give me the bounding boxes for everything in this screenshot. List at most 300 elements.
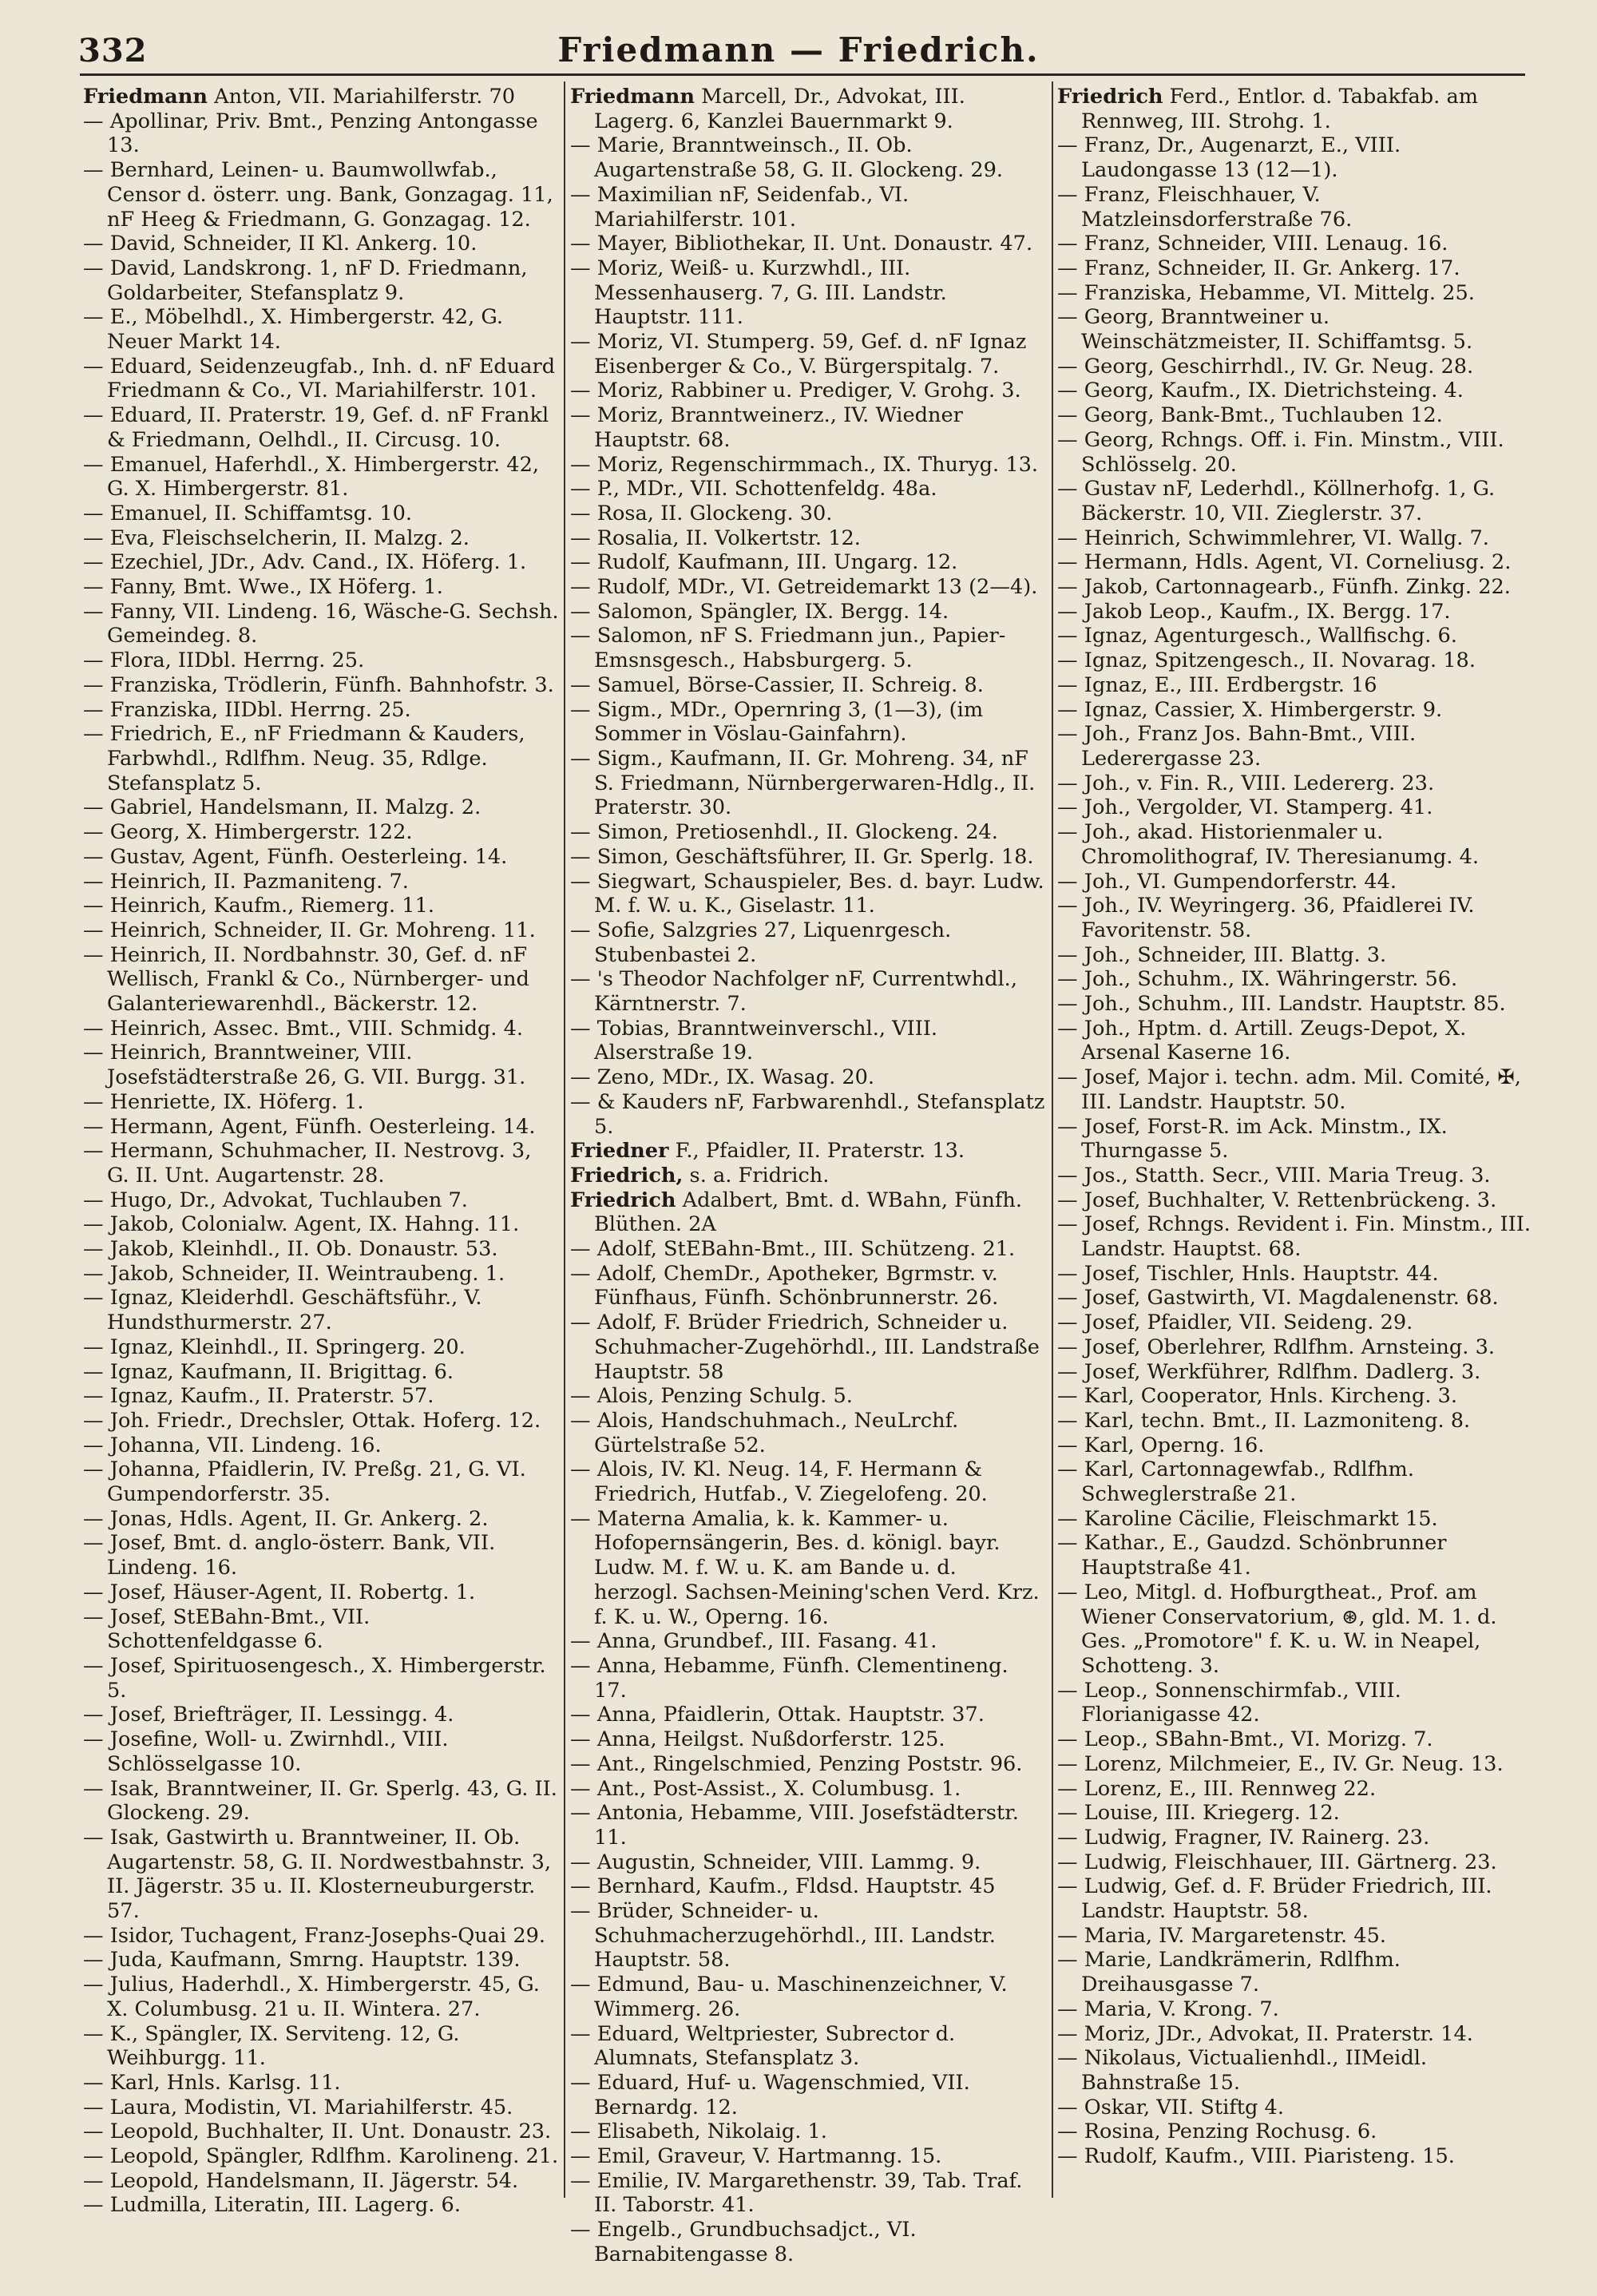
- directory-entry: [83, 2071, 559, 2096]
- entry-text: — Rosina, Penzing Rochusg. 6.: [1057, 2120, 1377, 2144]
- entry-text: — Johanna, Pfaidlerin, IV. Preßg. 21, G. VI. Gumpendorferstr. 35.: [83, 1457, 526, 1507]
- entry-text: — Edmund, Bau- u. Maschinenzeichner, V. Wimmerg. 26.: [570, 1973, 1008, 2021]
- entry-text: — Lorenz, E., III. Rennweg 22.: [1057, 1776, 1377, 1801]
- entry-text: — Heinrich, Schneider, II. Gr. Mohreng. 11.: [83, 918, 536, 942]
- directory-entry: [570, 1727, 1046, 1752]
- entry-text: — Franziska, Hebamme, VI. Mittelg. 25.: [1057, 280, 1475, 305]
- directory-entry: [570, 747, 1046, 820]
- directory-entry: [83, 232, 559, 256]
- entry-text: — Josef, Forst-R. im Ack. Minstm., IX. Thurngasse 5.: [1057, 1114, 1448, 1164]
- directory-entry: [83, 894, 559, 918]
- entry-text: — Karl, Operng. 16.: [1057, 1433, 1265, 1457]
- entry-surname: Friedrich,: [570, 1163, 684, 1188]
- directory-entry: [1057, 232, 1533, 256]
- entry-text: — Leop., Sonnenschirmfab., VIII. Florianigasse 42.: [1057, 1678, 1401, 1727]
- entry-text: — Joh. Friedr., Drechsler, Ottak. Hoferg. 12.: [83, 1408, 541, 1433]
- directory-entry: [570, 453, 1046, 478]
- entry-text: — Isak, Branntweiner, II. Gr. Sperlg. 43, G. II. Glockeng. 29.: [83, 1776, 557, 1826]
- directory-entry: [83, 1507, 559, 1532]
- directory-entry: [83, 85, 559, 109]
- entry-text: — Jakob, Kleinhdl., II. Ob. Donaustr. 53.: [83, 1237, 498, 1262]
- directory-entry: [1057, 2046, 1533, 2095]
- directory-entry: [570, 845, 1046, 870]
- directory-entry: [570, 1457, 1046, 1506]
- directory-entry: [83, 1017, 559, 1041]
- entry-text: — K., Spängler, IX. Serviteng. 12, G. Weihburgg. 11.: [83, 2021, 460, 2071]
- entry-text: — Karl, Cartonnagewfab., Rdlfhm. Schweglerstraße 21.: [1057, 1457, 1414, 1507]
- entry-text: — Leo, Mitgl. d. Hofburgtheat., Prof. am Wiener Conservatorium, ⊛, gld. M. 1. d. Ges. „Promotore" f. K. u. W. in Neapel, Schotteng. 3.: [1057, 1580, 1497, 1678]
- entry-text: — Anna, Heilgst. Nußdorferstr. 125.: [570, 1727, 945, 1752]
- directory-entry: [570, 1237, 1046, 1262]
- directory-entry: [83, 1409, 559, 1434]
- directory-entry: [83, 1139, 559, 1188]
- entry-text: — Alois, Handschuhmach., NeuLrchf. Gürtelstraße 52.: [570, 1408, 959, 1457]
- entry-text: — Anna, Grundbef., III. Fasang. 41.: [570, 1629, 937, 1654]
- entry-text: — Rosa, II. Glockeng. 30.: [570, 501, 833, 525]
- directory-entry: [83, 355, 559, 403]
- entry-text: — David, Landskrong. 1, nF D. Friedmann, Goldarbeiter, Stefansplatz 9.: [83, 256, 528, 305]
- entry-text: — Julius, Haderhdl., X. Himbergerstr. 45, G. X. Columbusg. 21 u. II. Wintera. 27.: [83, 1973, 540, 2021]
- directory-entry: [1057, 1164, 1533, 1188]
- entry-text: — Laura, Modistin, VI. Mariahilferstr. 45.: [83, 2095, 513, 2120]
- directory-entry: [570, 1139, 1046, 1164]
- entry-text: — Fanny, Bmt. Wwe., IX Höferg. 1.: [83, 575, 443, 600]
- entry-text: — Josef, Spirituosengesch., X. Himbergerstr. 5.: [83, 1654, 546, 1703]
- directory-entry: [83, 1580, 559, 1605]
- entry-text: — Karl, Hnls. Karlsg. 11.: [83, 2070, 341, 2095]
- directory-entry: [570, 133, 1046, 182]
- entry-text: — Heinrich, Kaufm., Riemerg. 11.: [83, 894, 434, 918]
- directory-entry: [570, 1262, 1046, 1311]
- entry-text: — Josef, StEBahn-Bmt., VII. Schottenfeldgasse 6.: [83, 1604, 371, 1654]
- directory-entry: [83, 1654, 559, 1703]
- entry-text: — Nikolaus, Victualienhdl., IIMeidl. Bahnstraße 15.: [1057, 2046, 1428, 2095]
- entry-text: — Sofie, Salzgries 27, Liquenrgesch. Stubenbastei 2.: [570, 918, 952, 967]
- directory-entry: [83, 1826, 559, 1924]
- directory-entry: [570, 379, 1046, 403]
- directory-entry: [83, 305, 559, 354]
- directory-entry: [1057, 1384, 1533, 1409]
- entry-text: — Gustav nF, Lederhdl., Köllnerhofg. 1, G. Bäckerstr. 10, VII. Zieglerstr. 37.: [1057, 477, 1496, 525]
- entry-text: — Apollinar, Priv. Bmt., Penzing Antongasse 13.: [83, 109, 538, 158]
- directory-entry: [83, 2096, 559, 2120]
- entry-text: — Heinrich, II. Nordbahnstr. 30, Gef. d. nF Wellisch, Frankl & Co., Nürnberger- und Galanteriewarenhdl., Bäckerstr. 12.: [83, 942, 529, 1017]
- entry-text: — Franz, Schneider, II. Gr. Ankerg. 17.: [1057, 256, 1460, 280]
- directory-entry: [1057, 526, 1533, 551]
- directory-entry: [1057, 795, 1533, 820]
- directory-entry: [570, 1703, 1046, 1727]
- entry-text: — Simon, Pretiosenhdl., II. Glockeng. 24.: [570, 820, 998, 845]
- entry-text: — Adolf, StEBahn-Bmt., III. Schützeng. 21.: [570, 1237, 1016, 1262]
- directory-entry: [83, 575, 559, 600]
- directory-entry: [1057, 1997, 1533, 2022]
- entry-text: — Johanna, VII. Lindeng. 16.: [83, 1433, 382, 1457]
- entry-text: — Salomon, nF S. Friedmann jun., Papier-Emsnsgesch., Habsburgerg. 5.: [570, 624, 1006, 673]
- directory-entry: [570, 550, 1046, 575]
- directory-entry: [83, 1090, 559, 1115]
- directory-entry: [83, 1457, 559, 1506]
- entry-text: — Joh., VI. Gumpendorferstr. 44.: [1057, 869, 1397, 894]
- directory-entry: [1057, 1850, 1533, 1875]
- directory-entry: [1057, 1434, 1533, 1458]
- entry-surname: Friedner: [570, 1139, 669, 1164]
- directory-entry: [83, 2169, 559, 2194]
- directory-entry: [570, 183, 1046, 232]
- directory-entry: [1057, 600, 1533, 625]
- entry-text: — Marie, Branntweinsch., II. Ob. Augartenstraße 58, G. II. Glockeng. 29.: [570, 133, 1004, 183]
- entry-text: — Josef, Häuser-Agent, II. Robertg. 1.: [83, 1580, 476, 1604]
- entry-surname: Friedrich: [570, 1188, 676, 1212]
- entry-text: — Jonas, Hdls. Agent, II. Gr. Ankerg. 2.: [83, 1506, 489, 1531]
- entry-text: — Rosalia, II. Volkertstr. 12.: [570, 525, 861, 550]
- directory-entry: [1057, 1286, 1533, 1311]
- entry-text: — Jos., Statth. Secr., VIII. Maria Treug. 3.: [1057, 1163, 1491, 1188]
- entry-text: — Engelb., Grundbuchsadjct., VI. Barnabitengasse 8.: [570, 2218, 917, 2266]
- directory-entry: [1057, 477, 1533, 525]
- entry-text: — Emanuel, II. Schiffamtsg. 10.: [83, 501, 413, 525]
- directory-entry: [1057, 2120, 1533, 2144]
- directory-entry: [83, 1727, 559, 1776]
- entry-text: Anton, VII. Mariahilferstr. 70: [208, 85, 516, 109]
- directory-entry: [570, 1777, 1046, 1802]
- entry-text: — Marie, Landkrämerin, Rdlfhm. Dreihausgasse 7.: [1057, 1948, 1401, 1997]
- entry-text: — Materna Amalia, k. k. Kammer- u. Hofopernsängerin, Bes. d. königl. bayr. Ludw. M. f. W. u. K. am Bande u. d. herzogl. Sachsen-Meining'schen Verd. Krz. f. K. u. W., Operng. 16.: [570, 1506, 1040, 1629]
- directory-entry: [1057, 624, 1533, 648]
- entry-text: — Josef, Gastwirth, VI. Magdalenenstr. 68.: [1057, 1286, 1499, 1311]
- entry-text: — Ant., Ringelschmied, Penzing Poststr. 96.: [570, 1751, 1023, 1776]
- directory-entry: [83, 550, 559, 575]
- directory-entry: [83, 403, 559, 452]
- directory-entry: [1057, 820, 1533, 869]
- column-divider: [564, 81, 565, 2198]
- entry-text: — Simon, Geschäftsführer, II. Gr. Sperlg. 18.: [570, 844, 1034, 869]
- directory-entry: [570, 1973, 1046, 2021]
- directory-entry: [83, 820, 559, 845]
- directory-entry: [1057, 133, 1533, 182]
- directory-entry: [1057, 1531, 1533, 1580]
- entry-text: — Georg, Geschirrhdl., IV. Gr. Neug. 28.: [1057, 354, 1474, 379]
- directory-entry: [83, 1605, 559, 1654]
- directory-entry: [83, 1434, 559, 1458]
- directory-entry: [1057, 2144, 1533, 2169]
- entry-text: — & Kauders nF, Farbwarenhdl., Stefansplatz 5.: [570, 1089, 1045, 1139]
- entry-text: — Josef, Rchngs. Revident i. Fin. Minstm., III. Landstr. Hauptst. 68.: [1057, 1212, 1531, 1262]
- directory-entry: [1057, 2096, 1533, 2120]
- entry-text: — Heinrich, II. Pazmaniteng. 7.: [83, 869, 409, 894]
- directory-entry: [83, 1041, 559, 1089]
- directory-entry: [570, 1899, 1046, 1973]
- directory-entry: [1057, 575, 1533, 600]
- entry-text: — Georg, Kaufm., IX. Dietrichsteing. 4.: [1057, 379, 1464, 403]
- entry-text: — Flora, IIDbl. Herrng. 25.: [83, 648, 365, 673]
- directory-entry: [83, 600, 559, 648]
- entry-text: — Joh., Vergolder, VI. Stamperg. 41.: [1057, 795, 1433, 820]
- entry-text: — Franziska, Trödlerin, Fünfh. Bahnhofstr. 3.: [83, 672, 554, 697]
- directory-entry: [570, 967, 1046, 1016]
- directory-entry: [570, 1409, 1046, 1457]
- entry-surname: Friedrich: [1057, 85, 1163, 109]
- entry-text: — Bernhard, Kaufm., Fldsd. Hauptstr. 45: [570, 1874, 996, 1899]
- entry-text: — Mayer, Bibliothekar, II. Unt. Donaustr. 47.: [570, 232, 1033, 256]
- directory-entry: [570, 2169, 1046, 2218]
- entry-text: — Leopold, Buchhalter, II. Unt. Donaustr. 23.: [83, 2120, 552, 2144]
- entry-text: — Eduard, II. Praterstr. 19, Gef. d. nF Frankl & Friedmann, Oelhdl., II. Circusg. 10.: [83, 403, 549, 452]
- directory-entry: [1057, 1409, 1533, 1434]
- entry-text: — Rudolf, Kaufmann, III. Ungarg. 12.: [570, 550, 958, 575]
- column-3: [1057, 85, 1533, 2209]
- directory-entry: [1057, 1065, 1533, 1114]
- directory-entry: [1057, 894, 1533, 942]
- directory-entry: [83, 1115, 559, 1140]
- entry-text: — Josef, Buchhalter, V. Rettenbrückeng. 3.: [1057, 1188, 1497, 1212]
- directory-entry: [1057, 1188, 1533, 1213]
- entry-text: — Eduard, Weltpriester, Subrector d. Alumnats, Stefansplatz 3.: [570, 2021, 956, 2071]
- entry-text: — Emanuel, Haferhdl., X. Himbergerstr. 42, G. X. Himbergerstr. 81.: [83, 452, 540, 502]
- directory-entry: [83, 453, 559, 502]
- directory-entry: [570, 820, 1046, 845]
- directory-entry: [1057, 379, 1533, 403]
- entry-text: — Eva, Fleischselcherin, II. Malzg. 2.: [83, 525, 470, 550]
- directory-entry: [1057, 428, 1533, 477]
- directory-entry: [1057, 1679, 1533, 1727]
- directory-entry: [1057, 1360, 1533, 1385]
- directory-entry: [570, 1164, 1046, 1188]
- entry-text: — Josef, Werkführer, Rdlfhm. Dadlerg. 3.: [1057, 1359, 1481, 1384]
- entry-text: — Joh., v. Fin. R., VIII. Ledererg. 23.: [1057, 771, 1435, 795]
- directory-entry: [570, 2218, 1046, 2266]
- directory-entry: [1057, 281, 1533, 306]
- entry-text: — Georg, X. Himbergerstr. 122.: [83, 820, 413, 845]
- entry-text: — Hugo, Dr., Advokat, Tuchlauben 7.: [83, 1188, 468, 1212]
- entry-text: — E., Möbelhdl., X. Himbergerstr. 42, G. Neuer Markt 14.: [83, 305, 504, 355]
- entry-text: — Lorenz, Milchmeier, E., IV. Gr. Neug. 13.: [1057, 1751, 1504, 1776]
- directory-entry: [1057, 771, 1533, 796]
- directory-entry: [83, 1777, 559, 1826]
- directory-entry: [570, 1311, 1046, 1384]
- entry-text: — Isidor, Tuchagent, Franz-Josephs-Quai 29.: [83, 1923, 546, 1948]
- directory-entry: [1057, 1801, 1533, 1826]
- entry-text: — Alois, IV. Kl. Neug. 14, F. Hermann & Friedrich, Hutfab., V. Ziegelofeng. 20.: [570, 1457, 988, 1507]
- directory-entry: [1057, 1948, 1533, 1997]
- entry-text: — Antonia, Hebamme, VIII. Josefstädterstr. 11.: [570, 1801, 1019, 1850]
- directory-entry: [570, 1017, 1046, 1065]
- entry-text: — Franz, Fleischhauer, V. Matzleinsdorferstraße 76.: [1057, 182, 1353, 232]
- directory-entry: [83, 526, 559, 551]
- directory-entry: [1057, 183, 1533, 232]
- directory-entry: [83, 698, 559, 723]
- entry-text: — Augustin, Schneider, VIII. Lammg. 9.: [570, 1850, 981, 1874]
- entry-text: — Rudolf, Kaufm., VIII. Piaristeng. 15.: [1057, 2144, 1455, 2169]
- page-number: 332: [78, 32, 148, 69]
- entry-text: — Joh., Hptm. d. Artill. Zeugs-Depot, X. Arsenal Kaserne 16.: [1057, 1016, 1467, 1065]
- directory-entry: [83, 1384, 559, 1409]
- entry-text: — Ignaz, Kleiderhdl. Geschäftsführ., V. Hundsthurmerstr. 27.: [83, 1286, 482, 1335]
- entry-text: — Maria, IV. Margaretenstr. 45.: [1057, 1923, 1386, 1948]
- entry-text: — Oskar, VII. Stiftg 4.: [1057, 2095, 1284, 2120]
- directory-entry: [1057, 1262, 1533, 1287]
- entry-text: — Henriette, IX. Höferg. 1.: [83, 1089, 364, 1114]
- entry-text: — Friedrich, E., nF Friedmann & Kauders, Farbwhdl., Rdlfhm. Neug. 35, Rdlge. Stefansplatz 5.: [83, 722, 525, 795]
- entry-text: — Ludwig, Fragner, IV. Rainerg. 23.: [1057, 1825, 1430, 1850]
- entry-text: — Jakob, Schneider, II. Weintraubeng. 1.: [83, 1261, 505, 1286]
- entry-text: — Eduard, Huf- u. Wagenschmied, VII. Bernardg. 12.: [570, 2070, 970, 2120]
- entry-text: — Hermann, Agent, Fünfh. Oesterleing. 14.: [83, 1114, 536, 1139]
- entry-text: — Joh., Franz Jos. Bahn-Bmt., VIII. Lederergasse 23.: [1057, 722, 1417, 771]
- directory-entry: [83, 1360, 559, 1385]
- directory-entry: [83, 648, 559, 673]
- directory-entry: [1057, 1752, 1533, 1777]
- entry-text: — Maximilian nF, Seidenfab., VI. Mariahilferstr. 101.: [570, 182, 909, 232]
- entry-text: — Ezechiel, JDr., Adv. Cand., IX. Höferg. 1.: [83, 550, 527, 575]
- entry-text: — Zeno, MDr., IX. Wasag. 20.: [570, 1065, 875, 1090]
- directory-entry: [1057, 1580, 1533, 1679]
- directory-entry: [570, 502, 1046, 526]
- entry-text: — Louise, III. Kriegerg. 12.: [1057, 1801, 1340, 1826]
- entry-text: — Moriz, JDr., Advokat, II. Praterstr. 14.: [1057, 2021, 1473, 2046]
- entry-text: F., Pfaidler, II. Praterstr. 13.: [668, 1139, 965, 1164]
- entry-text: — Jakob Leop., Kaufm., IX. Bergg. 17.: [1057, 599, 1451, 624]
- header-rule: [80, 73, 1525, 76]
- entry-text: Ferd., Entlor. d. Tabakfab. am Rennweg, III. Strohg. 1.: [1081, 85, 1478, 133]
- entry-text: — Joh., IV. Weyringerg. 36, Pfaidlerei IV. Favoritenstr. 58.: [1057, 894, 1475, 942]
- directory-entry: [1057, 1777, 1533, 1802]
- entry-text: — Hermann, Schuhmacher, II. Nestrovg. 3, G. II. Unt. Augartenstr. 28.: [83, 1139, 532, 1188]
- directory-entry: [570, 85, 1046, 133]
- directory-entry: [1057, 1212, 1533, 1261]
- directory-entry: [83, 795, 559, 820]
- entry-text: — Anna, Pfaidlerin, Ottak. Hauptstr. 37.: [570, 1703, 985, 1727]
- entry-text: — Ludwig, Gef. d. F. Brüder Friedrich, III. Landstr. Hauptstr. 58.: [1057, 1874, 1492, 1924]
- entry-surname: Friedmann: [83, 85, 208, 109]
- entry-text: — Ignaz, Spitzengesch., II. Novarag. 18.: [1057, 648, 1476, 673]
- directory-entry: [1057, 1924, 1533, 1949]
- entry-text: — Tobias, Branntweinverschl., VIII. Alserstraße 19.: [570, 1016, 938, 1065]
- entry-text: — Salomon, Spängler, IX. Bergg. 14.: [570, 599, 949, 624]
- entry-text: — Ignaz, Kaufm., II. Praterstr. 57.: [83, 1384, 434, 1409]
- directory-entry: [570, 1874, 1046, 1899]
- directory-entry: [83, 256, 559, 305]
- directory-entry: [1057, 2022, 1533, 2047]
- entry-text: — Anna, Hebamme, Fünfh. Clementineng. 17.: [570, 1654, 1009, 1703]
- directory-entry: [1057, 1311, 1533, 1335]
- entry-text: — Moriz, Branntweinerz., IV. Wiedner Hauptstr. 68.: [570, 403, 963, 452]
- directory-entry: [83, 1531, 559, 1580]
- entry-text: — Gustav, Agent, Fünfh. Oesterleing. 14.: [83, 844, 508, 869]
- entry-text: — Heinrich, Assec. Bmt., VIII. Schmidg. 4.: [83, 1016, 523, 1041]
- directory-entry: [83, 2022, 559, 2071]
- entry-text: — Joh., Schuhm., III. Landstr. Hauptstr. 85.: [1057, 992, 1506, 1017]
- directory-entry: [570, 600, 1046, 625]
- entry-text: — Georg, Bank-Bmt., Tuchlauben 12.: [1057, 403, 1443, 428]
- entry-text: — Leopold, Handelsmann, II. Jägerstr. 54.: [83, 2168, 519, 2193]
- directory-entry: [1057, 1727, 1533, 1752]
- directory-entry: [570, 526, 1046, 551]
- directory-entry: [1057, 1457, 1533, 1506]
- directory-entry: [83, 1212, 559, 1237]
- directory-entry: [570, 1090, 1046, 1139]
- entry-text: — Josef, Pfaidler, VII. Seideng. 29.: [1057, 1311, 1413, 1335]
- directory-entry: [83, 2193, 559, 2218]
- directory-entry: [570, 403, 1046, 452]
- entry-text: — David, Schneider, II Kl. Ankerg. 10.: [83, 232, 478, 256]
- entry-text: — Joh., Schuhm., IX. Währingerstr. 56.: [1057, 967, 1458, 992]
- entry-text: — Moriz, Weiß- u. Kurzwhdl., III. Messenhauserg. 7, G. III. Landstr. Hauptstr. 111.: [570, 256, 947, 330]
- directory-entry: [570, 232, 1046, 256]
- entry-text: — 's Theodor Nachfolger nF, Currentwhdl., Kärntnerstr. 7.: [570, 967, 1017, 1017]
- entry-text: — Samuel, Börse-Cassier, II. Schreig. 8.: [570, 672, 984, 697]
- entry-text: — Georg, Branntweiner u. Weinschätzmeister, II. Schiffamtsg. 5.: [1057, 305, 1473, 355]
- entry-text: — Karl, techn. Bmt., II. Lazmoniteng. 8.: [1057, 1408, 1471, 1433]
- directory-entry: [570, 673, 1046, 698]
- entry-text: — Alois, Penzing Schulg. 5.: [570, 1384, 853, 1409]
- directory-entry: [1057, 403, 1533, 428]
- directory-entry: [1057, 305, 1533, 354]
- entry-text: — Isak, Gastwirth u. Branntweiner, II. Ob. Augartenstr. 58, G. II. Nordwestbahnstr. 3, II. Jägerstr. 35 u. II. Klosterneuburgerstr. 57.: [83, 1825, 552, 1924]
- directory-entry: [83, 918, 559, 943]
- directory-entry: [570, 1752, 1046, 1777]
- entry-text: — Juda, Kaufmann, Smrng. Hauptstr. 139.: [83, 1948, 521, 1973]
- directory-entry: [1057, 1507, 1533, 1532]
- directory-entry: [570, 575, 1046, 600]
- directory-entry: [570, 1850, 1046, 1875]
- directory-entry: [83, 1948, 559, 1973]
- directory-entry: [1057, 355, 1533, 379]
- directory-entry: [570, 1654, 1046, 1703]
- entry-text: — Ignaz, Kaufmann, II. Brigittag. 6.: [83, 1359, 454, 1384]
- directory-entry: [83, 845, 559, 870]
- entry-text: — Josef, Briefträger, II. Lessingg. 4.: [83, 1703, 454, 1727]
- entry-text: — Sigm., Kaufmann, II. Gr. Mohreng. 34, nF S. Friedmann, Nürnbergerwaren-Hdlg., II. Praterstr. 30.: [570, 746, 1036, 820]
- entry-text: — Franz, Schneider, VIII. Lenaug. 16.: [1057, 232, 1448, 256]
- entry-text: — Georg, Rchngs. Off. i. Fin. Minstm., VIII. Schlösselg. 20.: [1057, 427, 1504, 477]
- column-1: [83, 85, 559, 2218]
- entry-text: — Ludmilla, Literatin, III. Lagerg. 6.: [83, 2193, 461, 2218]
- entry-text: — Bernhard, Leinen- u. Baumwollwfab., Censor d. österr. ung. Bank, Gonzagag. 11, nF Heeg & Friedmann, G. Gonzagag. 12.: [83, 158, 553, 232]
- directory-entry: [1057, 1874, 1533, 1923]
- directory-entry: [570, 1384, 1046, 1409]
- directory-entry: [83, 1703, 559, 1727]
- directory-entry: [83, 1286, 559, 1334]
- directory-entry: [570, 2071, 1046, 2120]
- running-head: Friedmann — Friedrich.: [557, 30, 1040, 69]
- entry-surname: Friedmann: [570, 85, 695, 109]
- directory-entry: [83, 1335, 559, 1360]
- directory-entry: [1057, 1826, 1533, 1850]
- directory-entry: [1057, 256, 1533, 281]
- directory-entry: [570, 698, 1046, 747]
- directory-entry: [570, 330, 1046, 379]
- entry-text: — Heinrich, Branntweiner, VIII. Josefstädterstraße 26, G. VII. Burgg. 31.: [83, 1041, 526, 1090]
- entry-text: — Gabriel, Handelsmann, II. Malzg. 2.: [83, 795, 481, 820]
- directory-entry: [570, 2120, 1046, 2144]
- entry-text: — P., MDr., VII. Schottenfeldg. 48a.: [570, 477, 937, 502]
- entry-text: — Josef, Oberlehrer, Rdlfhm. Arnsteing. 3.: [1057, 1334, 1495, 1359]
- directory-entry: [570, 1065, 1046, 1090]
- directory-entry: [1057, 722, 1533, 771]
- directory-entry: [1057, 648, 1533, 673]
- directory-entry: [570, 870, 1046, 918]
- column-divider: [1052, 81, 1053, 2198]
- entry-text: — Josef, Tischler, Hnls. Hauptstr. 44.: [1057, 1261, 1439, 1286]
- directory-entry: [570, 1629, 1046, 1654]
- directory-entry: [1057, 550, 1533, 575]
- entry-text: — Kathar., E., Gaudzd. Schönbrunner Hauptstraße 41.: [1057, 1531, 1447, 1580]
- entry-text: — Josef, Major i. techn. adm. Mil. Comité, ✠, III. Landstr. Hauptstr. 50.: [1057, 1065, 1521, 1114]
- entry-text: — Jakob, Cartonnagearb., Fünfh. Zinkg. 22.: [1057, 575, 1511, 600]
- entry-text: — Ignaz, Kleinhdl., II. Springerg. 20.: [83, 1334, 466, 1359]
- entry-text: — Leop., SBahn-Bmt., VI. Morizg. 7.: [1057, 1727, 1433, 1752]
- directory-entry: [1057, 967, 1533, 992]
